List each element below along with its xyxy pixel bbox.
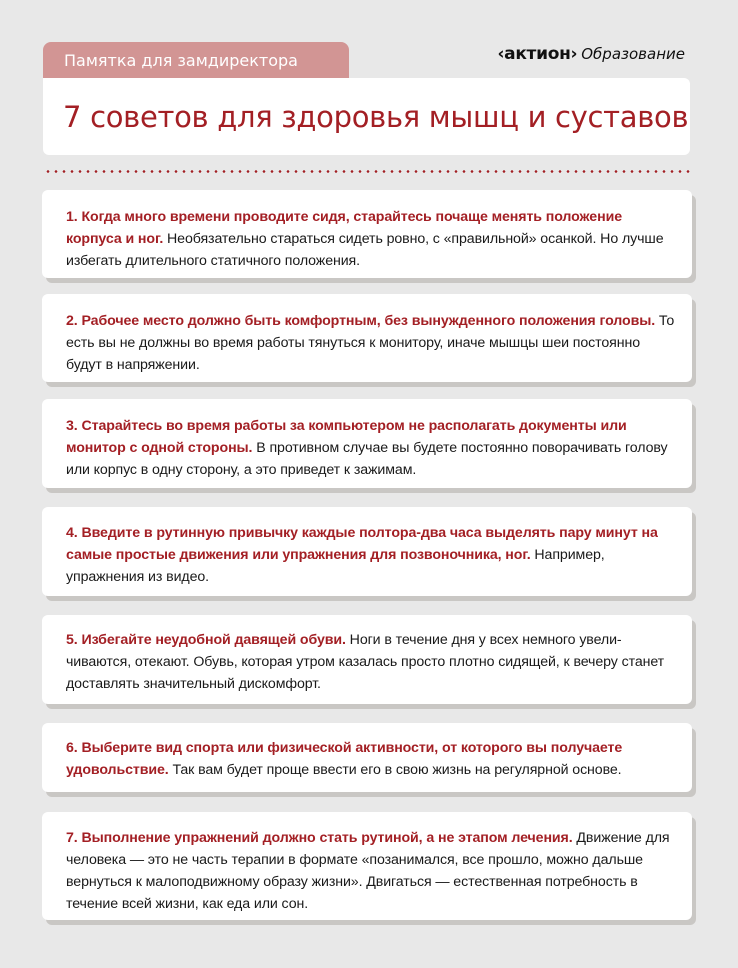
brand-logo — [497, 43, 685, 65]
memo-tab — [43, 42, 349, 79]
tip-body: В противном случае вы будете постоянно поворачивать голову или корпус в одну сторону, а это приведет к зажимам. — [66, 440, 668, 478]
tip-lead: 5. Избегайте неудобной давящей обуви. — [66, 632, 346, 648]
tip-card-5 — [42, 615, 692, 704]
tip-body: Например, упражнения из видео. — [66, 547, 605, 585]
tip-lead: 7. Выполнение упражнений должно стать рутиной, а не этапом лечения. — [66, 830, 573, 846]
tip-body: Необязательно стараться сидеть ровно, с «правильной» осанкой. Но лучше избегать длительного статичного положения. — [66, 231, 664, 269]
tip-card-4 — [42, 507, 692, 596]
tip-card-7 — [42, 812, 692, 920]
tip-lead: 1. Когда много времени проводите сидя, старайтесь почаще менять положение корпуса и ног. — [66, 209, 622, 247]
tip-body: Так вам будет проще ввести его в свою жизнь на регулярной основе. — [168, 762, 622, 778]
tip-body: То есть вы не должны во время работы тянуться к монитору, иначе мышцы шеи постоянно будут в напряжении. — [66, 313, 675, 373]
memo-tab-label: Памятка для замдиректора — [64, 51, 298, 70]
tip-text — [66, 415, 676, 481]
page-title: 7 советов для здоровья мышц и суставов — [63, 100, 689, 134]
tip-text — [66, 629, 676, 695]
tip-text — [66, 827, 676, 915]
title-card — [43, 78, 690, 155]
tip-lead: 4. Введите в рутинную привычку каждые полтора-два часа выделять пару минут на самые простые движения или упражнения для позвоночника, ног. — [66, 525, 658, 563]
tip-text — [66, 310, 676, 376]
tip-text — [66, 737, 676, 781]
tip-text — [66, 522, 676, 588]
tip-card-3 — [42, 399, 692, 488]
tip-lead: 6. Выберите вид спорта или физической активности, от которого вы получаете удовольствие. — [66, 740, 623, 778]
tip-lead: 3. Старайтесь во время работы за компьютером не располагать документы или монитор с одной стороны. — [66, 418, 627, 456]
tip-lead: 2. Рабочее место должно быть комфортным, без вынужденного положения головы. — [66, 313, 656, 329]
tip-card-1 — [42, 190, 692, 278]
tip-body: Движение для человека — это не часть терапии в формате «позанимался, все прошло, можно дальше вернуться к малоподвижному образу жизни». Двигаться — естественная потребность в течение всей жизни, как еда или сон. — [66, 830, 670, 912]
brand-logo-mark: ‹актион› — [497, 44, 578, 64]
dotted-divider — [44, 170, 694, 173]
tip-text — [66, 206, 676, 272]
tip-body: Ноги в течение дня у всех немного увеличиваются, отекают. Обувь, которая утром казалась просто плотно сидящей, к вечеру станет доставлять значительный дискомфорт. — [66, 632, 665, 692]
tip-card-2 — [42, 294, 692, 382]
tip-card-6 — [42, 723, 692, 792]
brand-logo-suffix: Образование — [581, 45, 685, 63]
